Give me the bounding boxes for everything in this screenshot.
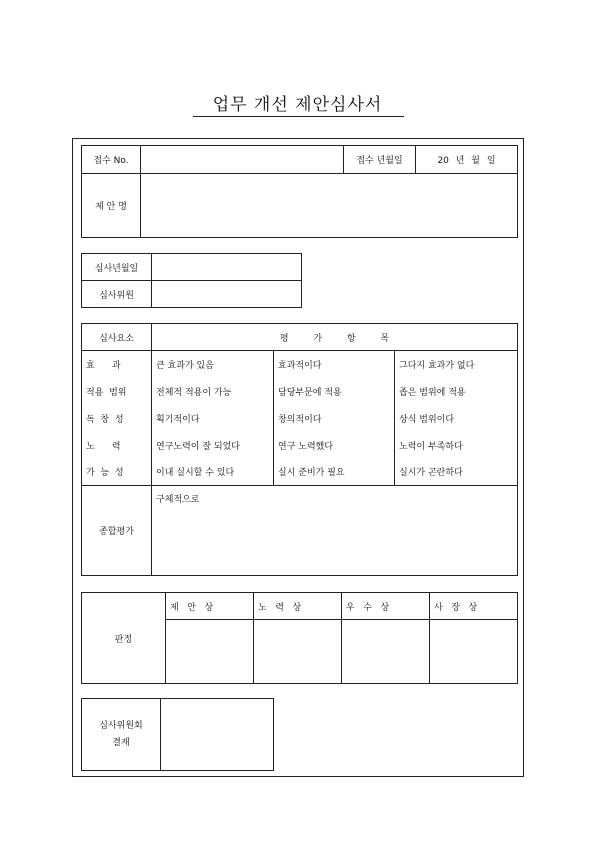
eval-option[interactable]: 큰 효과가 있음 bbox=[152, 351, 274, 378]
eval-option[interactable]: 획기적이다 bbox=[152, 405, 274, 432]
receipt-date-field[interactable]: 20 년 월 일 bbox=[416, 146, 518, 174]
approval-label-line1: 심사위원회 bbox=[99, 720, 143, 731]
grade-effort-field[interactable] bbox=[254, 620, 342, 684]
judgement-label: 판정 bbox=[82, 593, 166, 684]
overall-eval-field[interactable]: 구체적으로 bbox=[152, 486, 518, 576]
grade-president-award: 사 장 상 bbox=[430, 593, 518, 620]
review-table bbox=[81, 253, 302, 308]
eval-option[interactable]: 좁은 범위에 적용 bbox=[395, 378, 518, 405]
factor-scope: 적용 범위 bbox=[82, 378, 152, 405]
grade-proposal-award: 제 안 상 bbox=[166, 593, 254, 620]
grade-proposal-field[interactable] bbox=[166, 620, 254, 684]
eval-option[interactable]: 효과적이다 bbox=[274, 351, 395, 378]
grade-excellence-award: 우 수 상 bbox=[342, 593, 430, 620]
eval-option[interactable]: 노력이 부족하다 bbox=[395, 432, 518, 459]
eval-option[interactable]: 연구노력이 잘 되었다 bbox=[152, 432, 274, 459]
eval-option[interactable]: 그다지 효과가 없다 bbox=[395, 351, 518, 378]
receipt-table bbox=[81, 145, 518, 238]
items-header: 평 가 항 목 bbox=[152, 324, 518, 351]
approval-label-line2: 결재 bbox=[112, 737, 130, 748]
evaluation-table bbox=[81, 323, 518, 576]
grade-president-field[interactable] bbox=[430, 620, 518, 684]
eval-option[interactable]: 실시가 곤란하다 bbox=[395, 459, 518, 486]
eval-option[interactable]: 실시 준비가 필요 bbox=[274, 459, 395, 486]
approval-signature-field[interactable] bbox=[161, 699, 274, 771]
factor-effect: 효 과 bbox=[82, 351, 152, 378]
eval-option[interactable]: 이내 실시할 수 있다 bbox=[152, 459, 274, 486]
title-underline bbox=[193, 116, 404, 117]
factor-header: 심사요소 bbox=[82, 324, 152, 351]
approval-table bbox=[81, 698, 274, 771]
review-date-label: 심사년월일 bbox=[82, 254, 152, 281]
eval-option[interactable]: 창의적이다 bbox=[274, 405, 395, 432]
eval-option[interactable]: 상식 범위이다 bbox=[395, 405, 518, 432]
receipt-no-label: 접수 No. bbox=[82, 146, 141, 174]
proposal-name-field[interactable] bbox=[141, 174, 518, 238]
eval-option[interactable]: 담당부문에 적용 bbox=[274, 378, 395, 405]
review-date-field[interactable] bbox=[152, 254, 302, 281]
review-member-field[interactable] bbox=[152, 281, 302, 308]
eval-option[interactable]: 연구 노력했다 bbox=[274, 432, 395, 459]
grade-effort-award: 노 력 상 bbox=[254, 593, 342, 620]
factor-originality: 독 창 성 bbox=[82, 405, 152, 432]
eval-option[interactable]: 전체적 적용이 가능 bbox=[152, 378, 274, 405]
receipt-date-label: 접수 년월일 bbox=[344, 146, 416, 174]
grade-excellence-field[interactable] bbox=[342, 620, 430, 684]
judgement-table bbox=[81, 592, 518, 684]
receipt-no-field[interactable] bbox=[141, 146, 344, 174]
review-member-label: 심사위원 bbox=[82, 281, 152, 308]
page-title: 업무 개선 제안심사서 bbox=[212, 95, 383, 115]
overall-eval-label: 종합평가 bbox=[82, 486, 152, 576]
approval-label bbox=[82, 699, 161, 771]
proposal-name-label: 제 안 명 bbox=[82, 174, 141, 238]
factor-effort: 노 력 bbox=[82, 432, 152, 459]
factor-feasibility: 가 능 성 bbox=[82, 459, 152, 486]
